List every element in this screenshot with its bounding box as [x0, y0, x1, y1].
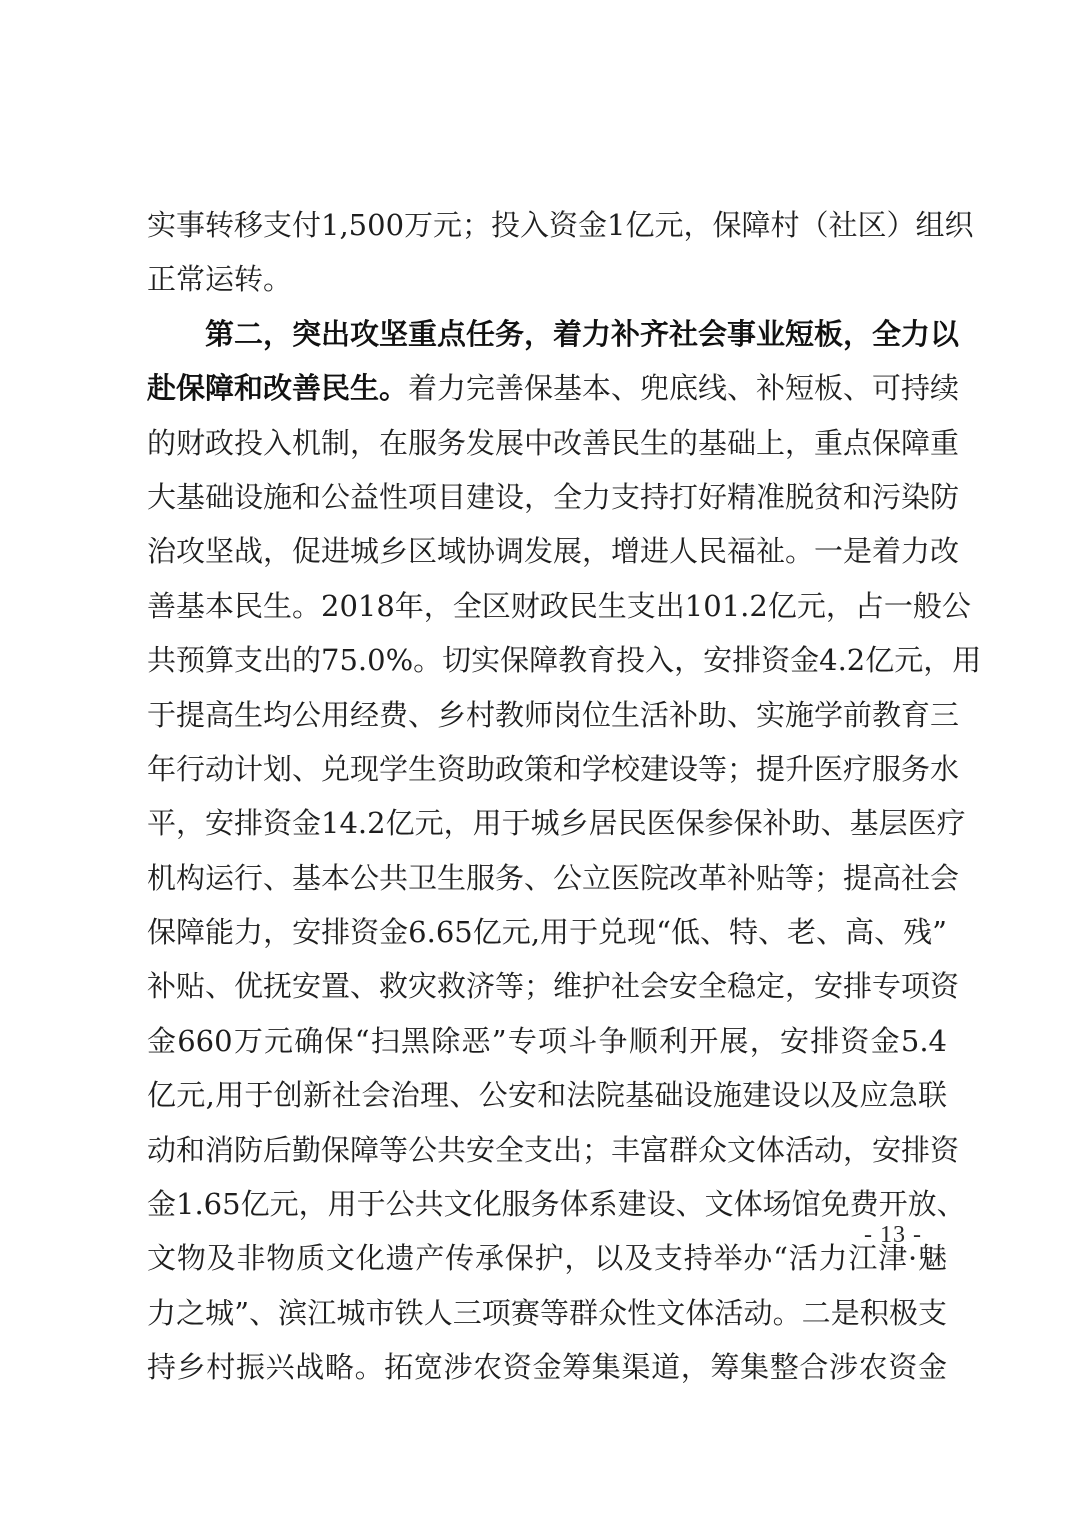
text-line: 治攻坚战，促进城乡区域协调发展，增进人民福祉。一是着力改	[147, 534, 960, 569]
section-heading-line	[147, 307, 960, 361]
page-number: - 13 -	[864, 1222, 922, 1248]
text-line: 力之城”、滨江城市铁人三项赛等群众性文体活动。二是积极支	[147, 1295, 947, 1330]
text-line: 金660万元确保“扫黑除恶”专项斗争顺利开展，安排资金5.4	[147, 1023, 947, 1058]
section-heading-end: 赴保障和改善民生。	[147, 371, 409, 406]
text-line: 的财政投入机制，在服务发展中改善民生的基础上，重点保障重	[147, 425, 960, 460]
text-line: 持乡村振兴战略。拓宽涉农资金筹集渠道，筹集整合涉农资金	[147, 1350, 947, 1385]
text-line: 保障能力，安排资金6.65亿元,用于兑现“低、特、老、高、残”	[147, 915, 947, 950]
text-line	[147, 361, 960, 415]
text-line-content: 着力完善保基本、兜底线、补短板、可持续	[408, 371, 960, 406]
text-line: 平，安排资金14.2亿元，用于城乡居民医保参保补助、基层医疗	[147, 806, 966, 841]
text-line: 正常运转。	[147, 262, 293, 297]
text-line: 机构运行、基本公共卫生服务、公立医院改革补贴等；提高社会	[147, 860, 960, 895]
text-line: 年行动计划、兑现学生资助政策和学校建设等；提升医疗服务水	[147, 751, 960, 786]
body-text	[147, 198, 982, 1395]
text-line: 金1.65亿元，用于公共文化服务体系建设、文体场馆免费开放、	[147, 1187, 966, 1222]
text-line: 共预算支出的75.0%。切实保障教育投入，安排资金4.2亿元，用	[147, 643, 982, 678]
text-line: 文物及非物质文化遗产传承保护，以及支持举办“活力江津·魅	[147, 1241, 947, 1276]
text-line: 实事转移支付1,500万元；投入资金1亿元，保障村（社区）组织	[147, 208, 974, 242]
text-line: 亿元,用于创新社会治理、公安和法院基础设施建设以及应急联	[147, 1078, 947, 1113]
text-line: 动和消防后勤保障等公共安全支出；丰富群众文体活动，安排资	[147, 1132, 960, 1167]
text-line: 于提高生均公用经费、乡村教师岗位生活补助、实施学前教育三	[147, 697, 960, 732]
text-line: 善基本民生。2018年，全区财政民生支出101.2亿元，占一般公	[147, 588, 971, 623]
text-line: 大基础设施和公益性项目建设，全力支持打好精准脱贫和污染防	[147, 479, 960, 514]
section-heading: 第二，突出攻坚重点任务，着力补齐社会事业短板，全力以	[205, 316, 960, 351]
text-line: 补贴、优抚安置、救灾救济等；维护社会安全稳定，安排专项资	[147, 969, 960, 1004]
